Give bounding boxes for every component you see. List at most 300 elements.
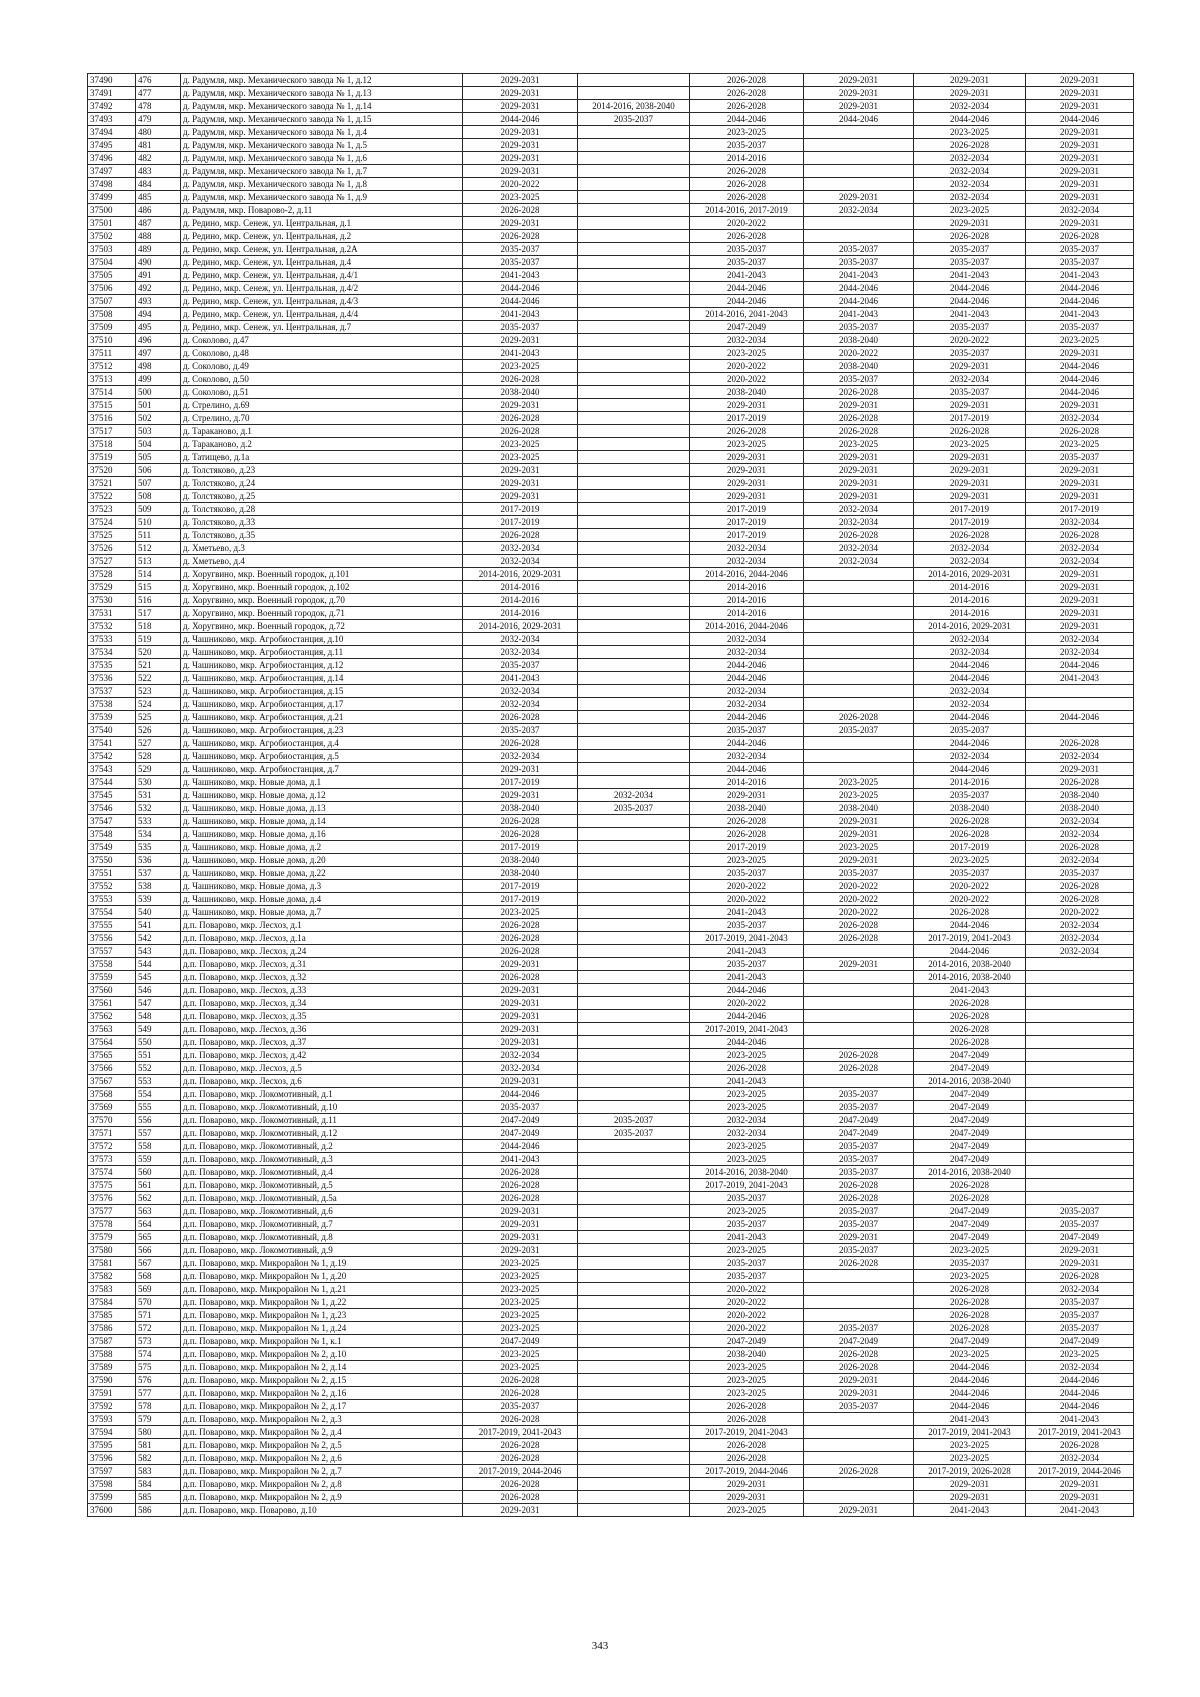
cell-period-3: 2026-2028 bbox=[690, 1452, 804, 1465]
cell-item-number: 523 bbox=[136, 685, 181, 698]
cell-period-2 bbox=[578, 958, 690, 971]
cell-period-1: 2026-2028 bbox=[463, 529, 578, 542]
cell-period-4: 2029-2031 bbox=[804, 191, 914, 204]
cell-period-1: 2044-2046 bbox=[463, 295, 578, 308]
cell-period-3: 2026-2028 bbox=[690, 74, 804, 87]
cell-period-3: 2044-2046 bbox=[690, 659, 804, 672]
cell-row-number: 37560 bbox=[88, 984, 136, 997]
cell-period-2 bbox=[578, 1270, 690, 1283]
cell-row-number: 37580 bbox=[88, 1244, 136, 1257]
table-row bbox=[88, 1335, 1134, 1348]
cell-period-3: 2026-2028 bbox=[690, 191, 804, 204]
cell-item-number: 483 bbox=[136, 165, 181, 178]
cell-period-3: 2041-2043 bbox=[690, 945, 804, 958]
cell-period-6: 2029-2031 bbox=[1026, 178, 1134, 191]
cell-period-4: 2038-2040 bbox=[804, 334, 914, 347]
cell-period-3: 2020-2022 bbox=[690, 1309, 804, 1322]
cell-address: д. Чашниково, мкр. Новые дома, д.1 bbox=[181, 776, 463, 789]
cell-period-2 bbox=[578, 308, 690, 321]
table-row bbox=[88, 1192, 1134, 1205]
cell-row-number: 37586 bbox=[88, 1322, 136, 1335]
cell-address: д. Чашниково, мкр. Новые дома, д.14 bbox=[181, 815, 463, 828]
cell-period-4: 2032-2034 bbox=[804, 555, 914, 568]
cell-item-number: 566 bbox=[136, 1244, 181, 1257]
cell-period-3: 2029-2031 bbox=[690, 490, 804, 503]
cell-period-5: 2035-2037 bbox=[914, 1257, 1026, 1270]
cell-row-number: 37595 bbox=[88, 1439, 136, 1452]
cell-address: д.п. Поварово, мкр. Микрорайон № 2, д.15 bbox=[181, 1374, 463, 1387]
cell-period-3: 2035-2037 bbox=[690, 724, 804, 737]
table-row bbox=[88, 386, 1134, 399]
cell-period-4 bbox=[804, 178, 914, 191]
cell-address: д. Татищево, д.1а bbox=[181, 451, 463, 464]
table-row bbox=[88, 1387, 1134, 1400]
cell-period-2 bbox=[578, 906, 690, 919]
cell-period-4: 2020-2022 bbox=[804, 893, 914, 906]
cell-period-3: 2014-2016 bbox=[690, 152, 804, 165]
cell-period-2 bbox=[578, 74, 690, 87]
table-row bbox=[88, 113, 1134, 126]
cell-period-2 bbox=[578, 1452, 690, 1465]
cell-address: д. Стрелино, д.69 bbox=[181, 399, 463, 412]
cell-period-2 bbox=[578, 1101, 690, 1114]
cell-period-1: 2038-2040 bbox=[463, 802, 578, 815]
cell-item-number: 493 bbox=[136, 295, 181, 308]
cell-period-5: 2014-2016 bbox=[914, 776, 1026, 789]
cell-period-6 bbox=[1026, 1062, 1134, 1075]
table-row bbox=[88, 724, 1134, 737]
cell-address: д. Радумля, мкр. Механического завода № 1, д.8 bbox=[181, 178, 463, 191]
cell-address: д.п. Поварово, мкр. Локомотивный, д.5а bbox=[181, 1192, 463, 1205]
cell-period-3: 2014-2016, 2044-2046 bbox=[690, 568, 804, 581]
cell-address: д. Редино, мкр. Сенеж, ул. Центральная, д.2А bbox=[181, 243, 463, 256]
cell-row-number: 37568 bbox=[88, 1088, 136, 1101]
cell-period-1: 2041-2043 bbox=[463, 347, 578, 360]
cell-item-number: 541 bbox=[136, 919, 181, 932]
cell-period-1: 2023-2025 bbox=[463, 191, 578, 204]
cell-period-5: 2023-2025 bbox=[914, 1439, 1026, 1452]
cell-item-number: 536 bbox=[136, 854, 181, 867]
cell-period-1: 2041-2043 bbox=[463, 269, 578, 282]
cell-period-1: 2032-2034 bbox=[463, 750, 578, 763]
cell-period-6: 2047-2049 bbox=[1026, 1231, 1134, 1244]
cell-address: д.п. Поварово, мкр. Лесхоз, д.1 bbox=[181, 919, 463, 932]
cell-period-1: 2026-2028 bbox=[463, 1452, 578, 1465]
cell-period-1: 2029-2031 bbox=[463, 87, 578, 100]
cell-period-4: 2029-2031 bbox=[804, 1504, 914, 1517]
cell-period-4 bbox=[804, 620, 914, 633]
cell-period-2 bbox=[578, 1283, 690, 1296]
cell-period-4 bbox=[804, 1075, 914, 1088]
table-row bbox=[88, 906, 1134, 919]
cell-period-2 bbox=[578, 945, 690, 958]
cell-address: д.п. Поварово, мкр. Микрорайон № 1, к.1 bbox=[181, 1335, 463, 1348]
cell-period-3: 2026-2028 bbox=[690, 230, 804, 243]
table-row bbox=[88, 594, 1134, 607]
cell-period-2 bbox=[578, 139, 690, 152]
cell-period-6: 2032-2034 bbox=[1026, 646, 1134, 659]
cell-period-2 bbox=[578, 555, 690, 568]
cell-period-3: 2032-2034 bbox=[690, 542, 804, 555]
cell-period-4 bbox=[804, 217, 914, 230]
cell-period-4 bbox=[804, 971, 914, 984]
cell-address: д. Хоругвино, мкр. Военный городок, д.71 bbox=[181, 607, 463, 620]
cell-period-5: 2023-2025 bbox=[914, 1348, 1026, 1361]
cell-period-3: 2044-2046 bbox=[690, 711, 804, 724]
cell-period-5: 2044-2046 bbox=[914, 672, 1026, 685]
cell-period-6: 2044-2046 bbox=[1026, 659, 1134, 672]
cell-period-3: 2020-2022 bbox=[690, 217, 804, 230]
cell-period-2 bbox=[578, 750, 690, 763]
table-row bbox=[88, 1114, 1134, 1127]
cell-item-number: 559 bbox=[136, 1153, 181, 1166]
cell-period-5: 2026-2028 bbox=[914, 1010, 1026, 1023]
cell-address: д. Толстяково, д.35 bbox=[181, 529, 463, 542]
cell-period-4: 2047-2049 bbox=[804, 1114, 914, 1127]
cell-period-4: 2029-2031 bbox=[804, 464, 914, 477]
cell-period-1: 2026-2028 bbox=[463, 1387, 578, 1400]
cell-period-6: 2041-2043 bbox=[1026, 1504, 1134, 1517]
cell-row-number: 37538 bbox=[88, 698, 136, 711]
cell-period-1: 2023-2025 bbox=[463, 1322, 578, 1335]
cell-row-number: 37517 bbox=[88, 425, 136, 438]
cell-period-5: 2032-2034 bbox=[914, 373, 1026, 386]
cell-period-4 bbox=[804, 1270, 914, 1283]
cell-item-number: 499 bbox=[136, 373, 181, 386]
cell-period-4: 2026-2028 bbox=[804, 1361, 914, 1374]
cell-address: д.п. Поварово, мкр. Лесхоз, д.5 bbox=[181, 1062, 463, 1075]
cell-period-1: 2026-2028 bbox=[463, 828, 578, 841]
cell-row-number: 37499 bbox=[88, 191, 136, 204]
cell-row-number: 37514 bbox=[88, 386, 136, 399]
cell-address: д. Чашниково, мкр. Новые дома, д.20 bbox=[181, 854, 463, 867]
cell-period-6: 2035-2037 bbox=[1026, 321, 1134, 334]
table-row bbox=[88, 139, 1134, 152]
cell-period-4: 2035-2037 bbox=[804, 1140, 914, 1153]
cell-row-number: 37494 bbox=[88, 126, 136, 139]
cell-row-number: 37571 bbox=[88, 1127, 136, 1140]
cell-period-3: 2020-2022 bbox=[690, 880, 804, 893]
cell-period-2 bbox=[578, 1361, 690, 1374]
cell-item-number: 521 bbox=[136, 659, 181, 672]
cell-item-number: 513 bbox=[136, 555, 181, 568]
cell-item-number: 492 bbox=[136, 282, 181, 295]
cell-period-6: 2029-2031 bbox=[1026, 139, 1134, 152]
cell-period-1: 2014-2016, 2029-2031 bbox=[463, 568, 578, 581]
cell-address: д.п. Поварово, мкр. Локомотивный, д.5 bbox=[181, 1179, 463, 1192]
cell-address: д. Стрелино, д.70 bbox=[181, 412, 463, 425]
cell-row-number: 37562 bbox=[88, 1010, 136, 1023]
cell-period-5: 2020-2022 bbox=[914, 893, 1026, 906]
cell-address: д.п. Поварово, мкр. Лесхоз, д.42 bbox=[181, 1049, 463, 1062]
cell-period-5: 2017-2019 bbox=[914, 503, 1026, 516]
cell-row-number: 37543 bbox=[88, 763, 136, 776]
cell-period-6: 2044-2046 bbox=[1026, 295, 1134, 308]
cell-address: д. Радумля, мкр. Механического завода № 1, д.15 bbox=[181, 113, 463, 126]
cell-row-number: 37495 bbox=[88, 139, 136, 152]
cell-period-3: 2032-2034 bbox=[690, 646, 804, 659]
cell-period-3: 2026-2028 bbox=[690, 87, 804, 100]
cell-row-number: 37511 bbox=[88, 347, 136, 360]
cell-period-1: 2032-2034 bbox=[463, 555, 578, 568]
table-row bbox=[88, 269, 1134, 282]
cell-period-4 bbox=[804, 1478, 914, 1491]
cell-period-4: 2035-2037 bbox=[804, 1244, 914, 1257]
cell-period-4: 2026-2028 bbox=[804, 1257, 914, 1270]
table-row bbox=[88, 1400, 1134, 1413]
cell-period-5: 2023-2025 bbox=[914, 438, 1026, 451]
cell-period-2 bbox=[578, 1218, 690, 1231]
cell-item-number: 512 bbox=[136, 542, 181, 555]
cell-address: д. Соколово, д.49 bbox=[181, 360, 463, 373]
cell-period-1: 2041-2043 bbox=[463, 308, 578, 321]
cell-row-number: 37574 bbox=[88, 1166, 136, 1179]
cell-period-5: 2035-2037 bbox=[914, 347, 1026, 360]
cell-period-4 bbox=[804, 945, 914, 958]
cell-period-5: 2035-2037 bbox=[914, 789, 1026, 802]
table-row bbox=[88, 1166, 1134, 1179]
cell-row-number: 37577 bbox=[88, 1205, 136, 1218]
table-row bbox=[88, 152, 1134, 165]
table-row bbox=[88, 100, 1134, 113]
cell-period-2 bbox=[578, 815, 690, 828]
cell-address: д.п. Поварово, мкр. Локомотивный, д.10 bbox=[181, 1101, 463, 1114]
cell-period-1: 2029-2031 bbox=[463, 1205, 578, 1218]
cell-row-number: 37503 bbox=[88, 243, 136, 256]
cell-period-2 bbox=[578, 282, 690, 295]
cell-address: д. Чашниково, мкр. Агробиостанция, д.12 bbox=[181, 659, 463, 672]
cell-period-5: 2032-2034 bbox=[914, 685, 1026, 698]
cell-item-number: 491 bbox=[136, 269, 181, 282]
cell-address: д. Редино, мкр. Сенеж, ул. Центральная, д.4/2 bbox=[181, 282, 463, 295]
cell-row-number: 37579 bbox=[88, 1231, 136, 1244]
cell-period-2 bbox=[578, 828, 690, 841]
cell-period-1: 2026-2028 bbox=[463, 815, 578, 828]
cell-item-number: 543 bbox=[136, 945, 181, 958]
cell-period-3: 2023-2025 bbox=[690, 1088, 804, 1101]
cell-address: д. Чашниково, мкр. Агробиостанция, д.14 bbox=[181, 672, 463, 685]
cell-row-number: 37583 bbox=[88, 1283, 136, 1296]
cell-row-number: 37516 bbox=[88, 412, 136, 425]
cell-period-1: 2029-2031 bbox=[463, 958, 578, 971]
cell-row-number: 37555 bbox=[88, 919, 136, 932]
cell-row-number: 37576 bbox=[88, 1192, 136, 1205]
cell-period-6: 2044-2046 bbox=[1026, 113, 1134, 126]
table-row bbox=[88, 1205, 1134, 1218]
cell-item-number: 558 bbox=[136, 1140, 181, 1153]
cell-period-2 bbox=[578, 438, 690, 451]
cell-item-number: 476 bbox=[136, 74, 181, 87]
cell-item-number: 586 bbox=[136, 1504, 181, 1517]
cell-period-4: 2035-2037 bbox=[804, 1153, 914, 1166]
cell-period-5: 2047-2049 bbox=[914, 1218, 1026, 1231]
cell-item-number: 564 bbox=[136, 1218, 181, 1231]
cell-period-3: 2035-2037 bbox=[690, 139, 804, 152]
cell-item-number: 534 bbox=[136, 828, 181, 841]
cell-period-2 bbox=[578, 451, 690, 464]
cell-row-number: 37590 bbox=[88, 1374, 136, 1387]
cell-period-6 bbox=[1026, 1166, 1134, 1179]
cell-period-6: 2029-2031 bbox=[1026, 464, 1134, 477]
cell-period-3: 2029-2031 bbox=[690, 451, 804, 464]
cell-period-4: 2044-2046 bbox=[804, 295, 914, 308]
cell-period-4: 2029-2031 bbox=[804, 1374, 914, 1387]
cell-period-2 bbox=[578, 1439, 690, 1452]
cell-period-4 bbox=[804, 568, 914, 581]
cell-item-number: 570 bbox=[136, 1296, 181, 1309]
cell-period-6: 2044-2046 bbox=[1026, 1374, 1134, 1387]
cell-period-6: 2029-2031 bbox=[1026, 74, 1134, 87]
cell-row-number: 37587 bbox=[88, 1335, 136, 1348]
cell-row-number: 37550 bbox=[88, 854, 136, 867]
cell-period-3: 2023-2025 bbox=[690, 1504, 804, 1517]
cell-row-number: 37569 bbox=[88, 1101, 136, 1114]
cell-period-5: 2014-2016, 2038-2040 bbox=[914, 971, 1026, 984]
table-row bbox=[88, 789, 1134, 802]
cell-period-6: 2029-2031 bbox=[1026, 1257, 1134, 1270]
cell-period-5: 2032-2034 bbox=[914, 698, 1026, 711]
cell-period-2 bbox=[578, 464, 690, 477]
cell-address: д. Радумля, мкр. Механического завода № 1, д.12 bbox=[181, 74, 463, 87]
cell-period-1: 2032-2034 bbox=[463, 646, 578, 659]
table-row bbox=[88, 529, 1134, 542]
table-row bbox=[88, 867, 1134, 880]
cell-item-number: 525 bbox=[136, 711, 181, 724]
cell-row-number: 37600 bbox=[88, 1504, 136, 1517]
cell-period-5: 2014-2016, 2038-2040 bbox=[914, 1166, 1026, 1179]
table-row bbox=[88, 841, 1134, 854]
cell-period-4 bbox=[804, 1413, 914, 1426]
cell-period-5: 2044-2046 bbox=[914, 919, 1026, 932]
cell-period-6: 2023-2025 bbox=[1026, 438, 1134, 451]
cell-period-2 bbox=[578, 841, 690, 854]
table-row bbox=[88, 360, 1134, 373]
cell-period-6: 2026-2028 bbox=[1026, 880, 1134, 893]
cell-address: д. Редино, мкр. Сенеж, ул. Центральная, д.4/3 bbox=[181, 295, 463, 308]
cell-address: д. Радумля, мкр. Механического завода № 1, д.14 bbox=[181, 100, 463, 113]
cell-row-number: 37591 bbox=[88, 1387, 136, 1400]
cell-period-6 bbox=[1026, 1140, 1134, 1153]
cell-period-5: 2041-2043 bbox=[914, 308, 1026, 321]
cell-item-number: 540 bbox=[136, 906, 181, 919]
cell-period-1: 2029-2031 bbox=[463, 763, 578, 776]
cell-period-2 bbox=[578, 1387, 690, 1400]
table-row bbox=[88, 74, 1134, 87]
cell-period-5: 2026-2028 bbox=[914, 1283, 1026, 1296]
cell-period-4: 2026-2028 bbox=[804, 529, 914, 542]
cell-period-5: 2047-2049 bbox=[914, 1114, 1026, 1127]
cell-period-2 bbox=[578, 1491, 690, 1504]
cell-period-2 bbox=[578, 295, 690, 308]
cell-address: д. Чашниково, мкр. Агробиостанция, д.23 bbox=[181, 724, 463, 737]
cell-item-number: 498 bbox=[136, 360, 181, 373]
cell-item-number: 532 bbox=[136, 802, 181, 815]
cell-period-4 bbox=[804, 1439, 914, 1452]
cell-period-4 bbox=[804, 1010, 914, 1023]
cell-period-4 bbox=[804, 230, 914, 243]
cell-period-1: 2032-2034 bbox=[463, 1049, 578, 1062]
cell-period-2 bbox=[578, 1296, 690, 1309]
cell-row-number: 37597 bbox=[88, 1465, 136, 1478]
cell-row-number: 37544 bbox=[88, 776, 136, 789]
cell-row-number: 37534 bbox=[88, 646, 136, 659]
cell-period-4: 2023-2025 bbox=[804, 438, 914, 451]
cell-period-3: 2038-2040 bbox=[690, 802, 804, 815]
cell-period-2 bbox=[578, 1179, 690, 1192]
table-row bbox=[88, 776, 1134, 789]
table-row bbox=[88, 1101, 1134, 1114]
cell-row-number: 37582 bbox=[88, 1270, 136, 1283]
cell-period-2 bbox=[578, 516, 690, 529]
cell-row-number: 37592 bbox=[88, 1400, 136, 1413]
cell-period-3: 2023-2025 bbox=[690, 1361, 804, 1374]
table-row bbox=[88, 1283, 1134, 1296]
cell-period-3: 2017-2019, 2041-2043 bbox=[690, 1179, 804, 1192]
cell-row-number: 37599 bbox=[88, 1491, 136, 1504]
cell-period-4: 2026-2028 bbox=[804, 386, 914, 399]
cell-period-5: 2029-2031 bbox=[914, 1478, 1026, 1491]
cell-item-number: 552 bbox=[136, 1062, 181, 1075]
cell-period-5: 2038-2040 bbox=[914, 802, 1026, 815]
cell-period-5: 2029-2031 bbox=[914, 74, 1026, 87]
cell-address: д.п. Поварово, мкр. Лесхоз, д.34 bbox=[181, 997, 463, 1010]
cell-item-number: 567 bbox=[136, 1257, 181, 1270]
table-row bbox=[88, 932, 1134, 945]
cell-item-number: 479 bbox=[136, 113, 181, 126]
cell-address: д. Чашниково, мкр. Новые дома, д.12 bbox=[181, 789, 463, 802]
cell-period-4 bbox=[804, 633, 914, 646]
cell-period-6 bbox=[1026, 1075, 1134, 1088]
cell-address: д.п. Поварово, мкр. Лесхоз, д.37 bbox=[181, 1036, 463, 1049]
cell-period-6: 2032-2034 bbox=[1026, 516, 1134, 529]
cell-period-1: 2035-2037 bbox=[463, 724, 578, 737]
cell-period-6 bbox=[1026, 984, 1134, 997]
cell-period-2 bbox=[578, 373, 690, 386]
cell-period-5: 2023-2025 bbox=[914, 854, 1026, 867]
cell-period-2 bbox=[578, 1205, 690, 1218]
cell-period-5: 2029-2031 bbox=[914, 464, 1026, 477]
cell-period-4: 2038-2040 bbox=[804, 360, 914, 373]
cell-row-number: 37554 bbox=[88, 906, 136, 919]
cell-period-4 bbox=[804, 763, 914, 776]
cell-period-3: 2035-2037 bbox=[690, 1270, 804, 1283]
cell-period-4: 2035-2037 bbox=[804, 256, 914, 269]
cell-address: д. Редино, мкр. Сенеж, ул. Центральная, д.4/1 bbox=[181, 269, 463, 282]
cell-period-3: 2041-2043 bbox=[690, 906, 804, 919]
cell-item-number: 553 bbox=[136, 1075, 181, 1088]
cell-period-2 bbox=[578, 594, 690, 607]
cell-period-3: 2023-2025 bbox=[690, 854, 804, 867]
cell-period-5: 2047-2049 bbox=[914, 1140, 1026, 1153]
cell-period-5: 2014-2016 bbox=[914, 607, 1026, 620]
cell-period-6: 2029-2031 bbox=[1026, 763, 1134, 776]
table-row bbox=[88, 256, 1134, 269]
cell-address: д.п. Поварово, мкр. Лесхоз, д.35 bbox=[181, 1010, 463, 1023]
cell-item-number: 514 bbox=[136, 568, 181, 581]
table-row bbox=[88, 1361, 1134, 1374]
cell-row-number: 37492 bbox=[88, 100, 136, 113]
cell-address: д. Толстяково, д.25 bbox=[181, 490, 463, 503]
table-row bbox=[88, 1036, 1134, 1049]
cell-period-5: 2029-2031 bbox=[914, 1491, 1026, 1504]
cell-period-1: 2047-2049 bbox=[463, 1127, 578, 1140]
cell-period-1: 2029-2031 bbox=[463, 1244, 578, 1257]
cell-period-6: 2032-2034 bbox=[1026, 828, 1134, 841]
cell-item-number: 506 bbox=[136, 464, 181, 477]
cell-period-6: 2032-2034 bbox=[1026, 932, 1134, 945]
cell-period-4: 2020-2022 bbox=[804, 880, 914, 893]
cell-period-3: 2026-2028 bbox=[690, 1413, 804, 1426]
